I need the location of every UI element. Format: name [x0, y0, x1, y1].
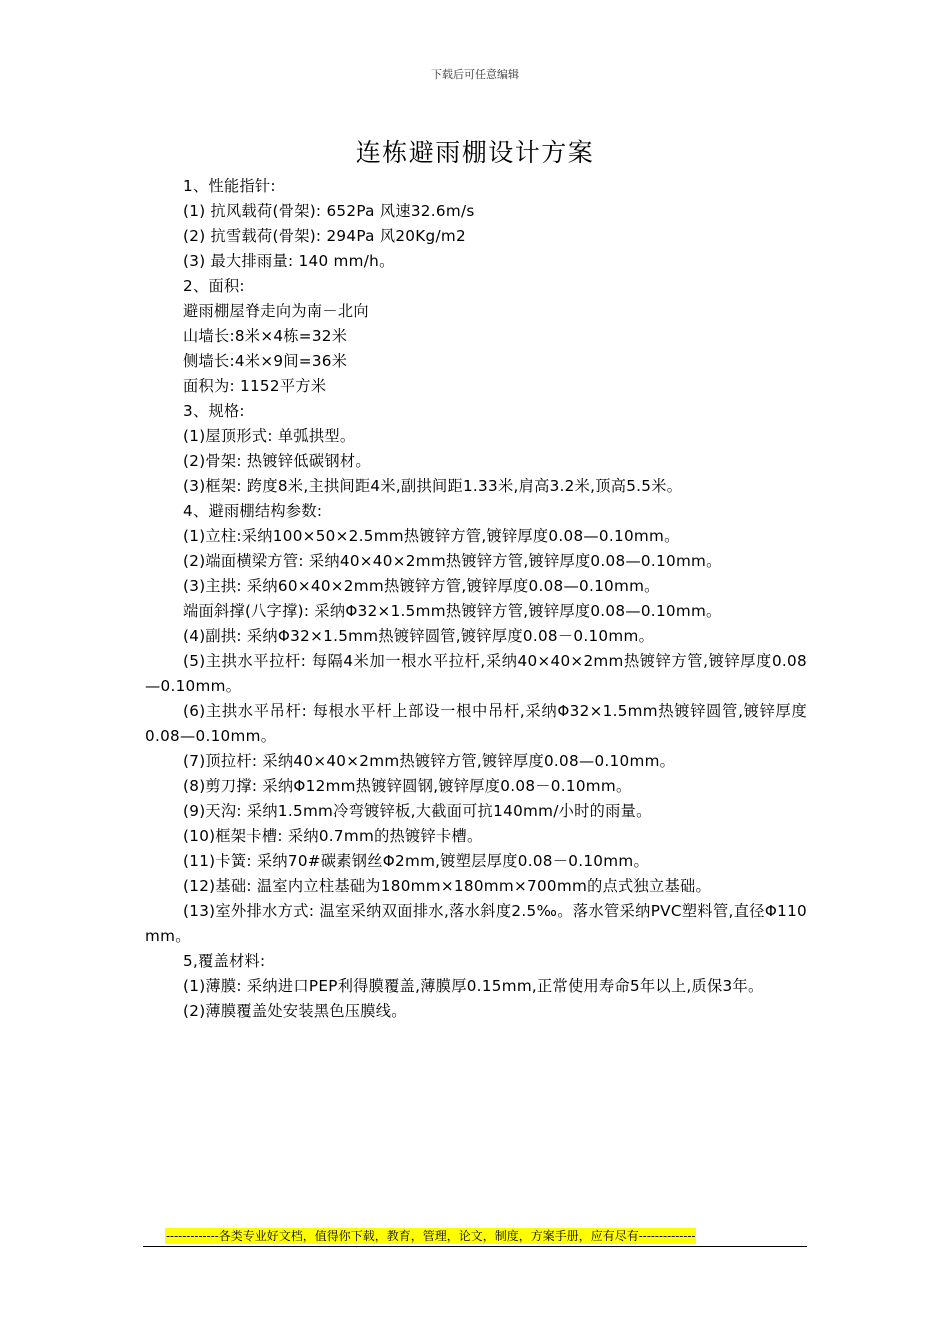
page-title: 连栋避雨棚设计方案	[355, 138, 595, 167]
list-item: 避雨棚屋脊走向为南－北向	[183, 302, 369, 320]
list-item: (3) 最大排雨量: 140 mm/h。	[183, 252, 395, 270]
document-body	[145, 174, 807, 1024]
list-item: (3)框架: 跨度8米,主拱间距4米,副拱间距1.33米,肩高3.2米,顶高5.5米。	[183, 477, 683, 495]
section-heading-performance: 1、性能指针:	[183, 177, 276, 195]
list-item: (1)薄膜: 采纳进口PEP利得膜覆盖,薄膜厚0.15mm,正常使用寿命5年以上,质保3年。	[183, 977, 764, 995]
list-item: (2)端面横梁方管: 采纳40×40×2mm热镀锌方管,镀锌厚度0.08—0.10mm。	[183, 552, 722, 570]
list-item: (9)天沟: 采纳1.5mm冷弯镀锌板,大截面可抗140mm/小时的雨量。	[183, 802, 652, 820]
list-item: (4)副拱: 采纳Φ32×1.5mm热镀锌圆管,镀锌厚度0.08－0.10mm。	[183, 627, 655, 645]
list-item: (1)立柱:采纳100×50×2.5mm热镀锌方管,镀锌厚度0.08—0.10mm。	[183, 527, 680, 545]
list-item: (2) 抗雪载荷(骨架): 294Pa 风20Kg/m2	[183, 227, 466, 245]
list-item: (1) 抗风载荷(骨架): 652Pa 风速32.6m/s	[183, 202, 475, 220]
list-item: (5)主拱水平拉杆: 每隔4米加一根水平拉杆,采纳40×40×2mm热镀锌方管,镀锌厚度0.08—0.10mm。	[145, 652, 807, 695]
list-item: (10)框架卡槽: 采纳0.7mm的热镀锌卡槽。	[183, 827, 483, 845]
list-item: (7)顶拉杆: 采纳40×40×2mm热镀锌方管,镀锌厚度0.08—0.10mm。	[183, 752, 676, 770]
section-heading-covering: 5,覆盖材料:	[183, 952, 266, 970]
list-item: 侧墙长:4米×9间=36米	[183, 352, 348, 370]
list-item: 端面斜撑(八字撑): 采纳Φ32×1.5mm热镀锌方管,镀锌厚度0.08—0.10mm。	[183, 602, 722, 620]
section-heading-area: 2、面积:	[183, 277, 245, 295]
list-item: (2)薄膜覆盖处安装黑色压膜线。	[183, 1002, 407, 1020]
footer-divider	[143, 1246, 807, 1247]
section-heading-structure: 4、避雨棚结构参数:	[183, 502, 323, 520]
list-item: 山墙长:8米×4栋=32米	[183, 327, 348, 345]
list-item: (2)骨架: 热镀锌低碳钢材。	[183, 452, 371, 470]
list-item: 面积为: 1152平方米	[183, 377, 327, 395]
header-note: 下载后可任意编辑	[431, 68, 519, 81]
list-item: (13)室外排水方式: 温室采纳双面排水,落水斜度2.5‰。落水管采纳PVC塑料管,直径Φ110 mm。	[145, 902, 807, 945]
footer-banner: -------------各类专业好文档，值得你下载，教育，管理，论文，制度，方案手册，应有尽有--------------	[166, 1229, 696, 1243]
list-item: (12)基础: 温室内立柱基础为180mm×180mm×700mm的点式独立基础。	[183, 877, 711, 895]
section-heading-spec: 3、规格:	[183, 402, 245, 420]
list-item: (6)主拱水平吊杆: 每根水平杆上部设一根中吊杆,采纳Φ32×1.5mm热镀锌圆管,镀锌厚度0.08—0.10mm。	[145, 702, 807, 745]
list-item: (11)卡簧: 采纳70#碳素钢丝Φ2mm,镀塑层厚度0.08－0.10mm。	[183, 852, 649, 870]
list-item: (8)剪刀撑: 采纳Φ12mm热镀锌圆钢,镀锌厚度0.08－0.10mm。	[183, 777, 632, 795]
list-item: (1)屋顶形式: 单弧拱型。	[183, 427, 356, 445]
list-item: (3)主拱: 采纳60×40×2mm热镀锌方管,镀锌厚度0.08—0.10mm。	[183, 577, 660, 595]
